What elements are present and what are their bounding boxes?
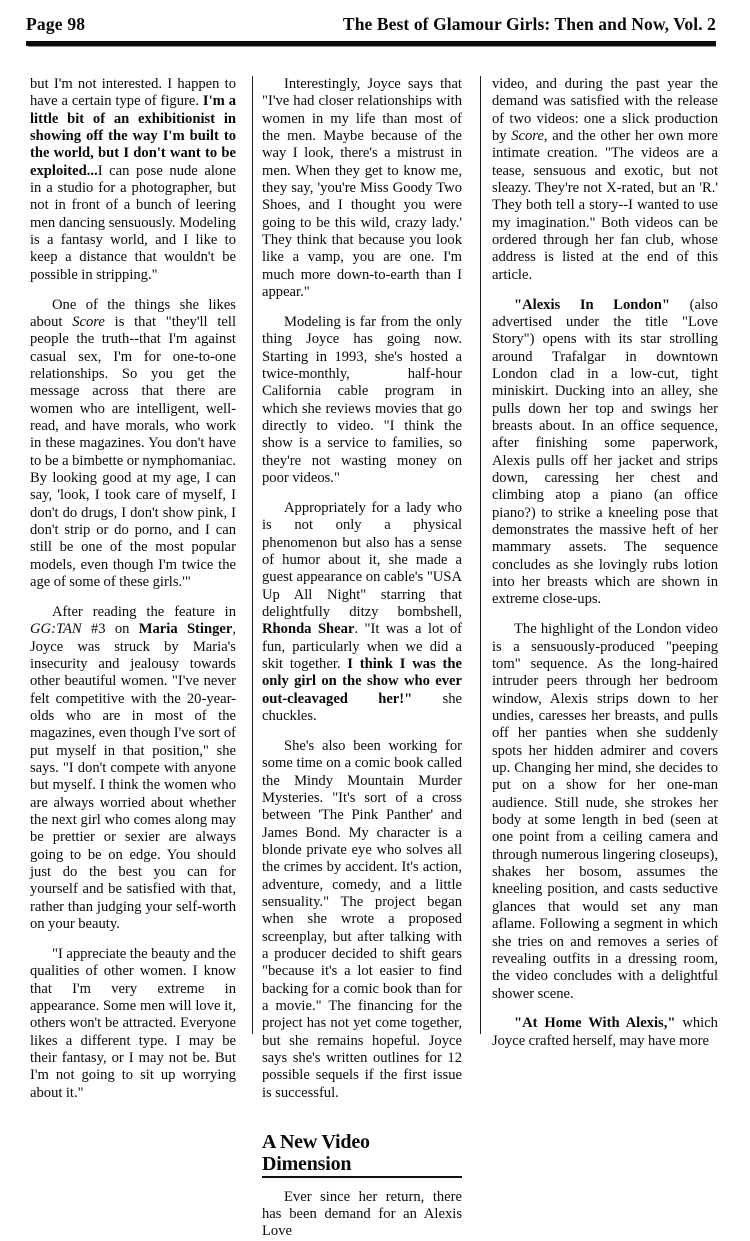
text-run: , and the other her own more intimate creation. "The videos are a tease, sensuous and exotic, but not sleazy. They're not X-rated, but an 'R.' They both tell a story--I wanted to use my imagination." Both videos can be ordered through her fan club, whose address is listed at the end of this article. xyxy=(492,128,718,283)
paragraph xyxy=(30,76,236,284)
text-run: Modeling is far from the only thing Joyce has going now. Starting in 1993, she's hosted a twice-monthly, half-hour California cable program in which she reviews movies that go directly to video. "I think the show is a service to families, so they're not wasting money on poor videos." xyxy=(262,313,462,487)
paragraph xyxy=(30,604,236,934)
header-divider-rule xyxy=(26,41,716,46)
text-run: . "It was a lot of fun, particularly when we did a skit together. xyxy=(262,621,463,672)
text-column-3 xyxy=(472,76,718,1049)
section-heading-container xyxy=(262,1115,462,1189)
emphasis-italic: GG:TAN xyxy=(30,621,82,638)
text-run: She's also been working for some time on a comic book called the Mindy Mountain Murder Mysteries. "It's sort of a cross between 'The Pink Panther' and James Bond. My character is a blonde private eye who solves all the crimes by accident. It's action, adventure, comedy, and a little sensuality." The project began when she wrote a proposed screenplay, but after talking with a producer decided to shift gears "because it's a lot easier to find backing for a comic book than for a movie." The financing for the project has not yet come together, but she remains hopeful. Joyce says she's written outlines for 12 possible sequels if the first issue is successful. xyxy=(262,737,462,1101)
text-run: After reading the feature in xyxy=(52,603,236,620)
text-column-2 xyxy=(244,76,472,1240)
text-run: The highlight of the London video is a sensuously-produced "peeping tom" sequence. As the long-haired intruder peers through her bedroom window, Alexis strips down to her undies, caresses her breasts, and pulls off her panties when she suddenly spots her hidden admirer and covers up. Changing her mind, she decides to put on a show for her one-man audience. Still nude, she strokes her body at some length in bed (seen at one point from a ceiling camera and through numerous lingering closeups), shakes her bosom, assumes the kneeling position, and casts seductive glances that would set any man aflame. Following a segment in which she tries on and removes a series of revealing outfits in a dressing room, the video concludes with a delightful shower scene. xyxy=(492,621,718,1002)
paragraph xyxy=(262,1189,462,1241)
text-run: I can pose nude alone in a studio for a photographer, but not in front of a bunch of leering men dancing sensuously. Modeling is a fantasy world, and I like to keep a distance that wouldn't be possible in stripping." xyxy=(30,162,236,283)
paragraph xyxy=(30,297,236,592)
text-run: #3 on xyxy=(81,621,139,638)
paragraph xyxy=(492,297,718,609)
emphasis-bold: Rhonda Shear xyxy=(262,621,355,638)
emphasis-bold: "At Home With Alexis," xyxy=(514,1015,676,1032)
text-run: Appropriately for a lady who is not only a physical phenomenon but also has a sense of humor about it, she made a guest appearance on cable's "USA Up All Night" starring that delightfully ditzy bombshell, xyxy=(262,499,462,620)
text-column-1 xyxy=(30,76,244,1101)
page-number: Page 98 xyxy=(26,14,86,34)
text-run: she chuckles. xyxy=(262,690,462,725)
paragraph xyxy=(492,1015,718,1050)
emphasis-bold: Maria Stinger xyxy=(138,621,233,638)
emphasis-bold: "Alexis In London" xyxy=(514,296,670,313)
text-run: is that "they'll tell people the truth--that I'm against casual sex, I'm for one-to-one relationships. So you get the message across that there are women who are intelligent, well-read, and have morals, who work in these magazines. You don't have to be a bimbette or nymphomaniac. By looking good at my age, I can say, 'look, I took care of myself, I don't do drugs, I don't show pink, I don't strip or do porno, and I can still be one of the most popular models, even though I'm twice the age of some of these girls.'" xyxy=(30,313,236,591)
text-run: video, and during the past year the demand was satisfied with the release of two videos: one a slick production by xyxy=(492,76,718,145)
paragraph xyxy=(262,500,462,725)
emphasis-bold: I'm a little bit of an exhibitionist in showing off the way I'm built to the world, but I don't want to be exploited... xyxy=(30,93,236,179)
text-run: Interestingly, Joyce says that "I've had closer relationships with women in my life than most of the men. Maybe because of the way I look, there's a mistrust in men. When they get to know me, they say, 'you're Miss Goody Two Shoes, and I thought you were going to be this wild, crazy lady.' They think that because you look like a vamp, you are one. I'm much more down-to-earth than I appear." xyxy=(262,76,462,301)
section-heading: A New Video Dimension xyxy=(262,1131,462,1178)
text-run: which Joyce crafted herself, may have more xyxy=(492,1015,718,1049)
text-run: , Joyce was struck by Maria's insecurity and jealousy towards other beautiful women. "I've never felt competitive with the 20-year-olds who are in most of the magazines, even though I've sort of put myself in that position," she says. "I don't compete with anyone but myself. I think the women who are always worried about whether the next girl who comes along may be prettier or sexier are always going to be on edge. You should just do the best you can for yourself and be satisfied with that, rather than judging your self-worth on your beauty. xyxy=(30,621,236,933)
text-run: but I'm not interested. I happen to have a certain type of figure. xyxy=(30,76,236,110)
text-run: Ever since her return, there has been demand for an Alexis Love xyxy=(262,1188,462,1240)
text-run: "I appreciate the beauty and the qualities of other women. I know that I'm very extreme in appearance. Some men will love it, others won't be attracted. Everyone likes a different type. I may be their fantasy, or I may not be. But I'm not going to sit up worrying about it." xyxy=(30,946,236,1101)
text-run: One of the things she likes about xyxy=(30,296,236,330)
paragraph xyxy=(262,314,462,487)
emphasis-italic: Score xyxy=(511,128,544,145)
paragraph xyxy=(492,621,718,1003)
book-title: The Best of Glamour Girls: Then and Now, Vol. 2 xyxy=(342,14,716,34)
emphasis-italic: Score xyxy=(72,313,105,330)
paragraph xyxy=(262,76,462,301)
text-run: (also advertised under the title "Love Story") opens with its star strolling around Trafalgar in downtown London clad in a low-cut, tight miniskirt. Ducking into an alley, she pulls down her top and swings her breasts about. In an office sequence, after finishing some paperwork, Alexis pulls off her jacket and strips down, caressing her chest and climbing atop a piano (an office piano?) to strike a kneeling pose that demonstrates the massive heft of her mammary assets. The sequence concludes as she lovingly rubs lotion into her breasts which are shown in extreme close-ups. xyxy=(492,296,718,608)
article-columns xyxy=(30,76,718,1240)
emphasis-bold: I think I was the only girl on the show who ever out-cleavaged her!" xyxy=(262,656,462,707)
running-head xyxy=(26,14,716,48)
paragraph xyxy=(492,76,718,284)
paragraph xyxy=(30,946,236,1102)
paragraph xyxy=(262,738,462,1102)
